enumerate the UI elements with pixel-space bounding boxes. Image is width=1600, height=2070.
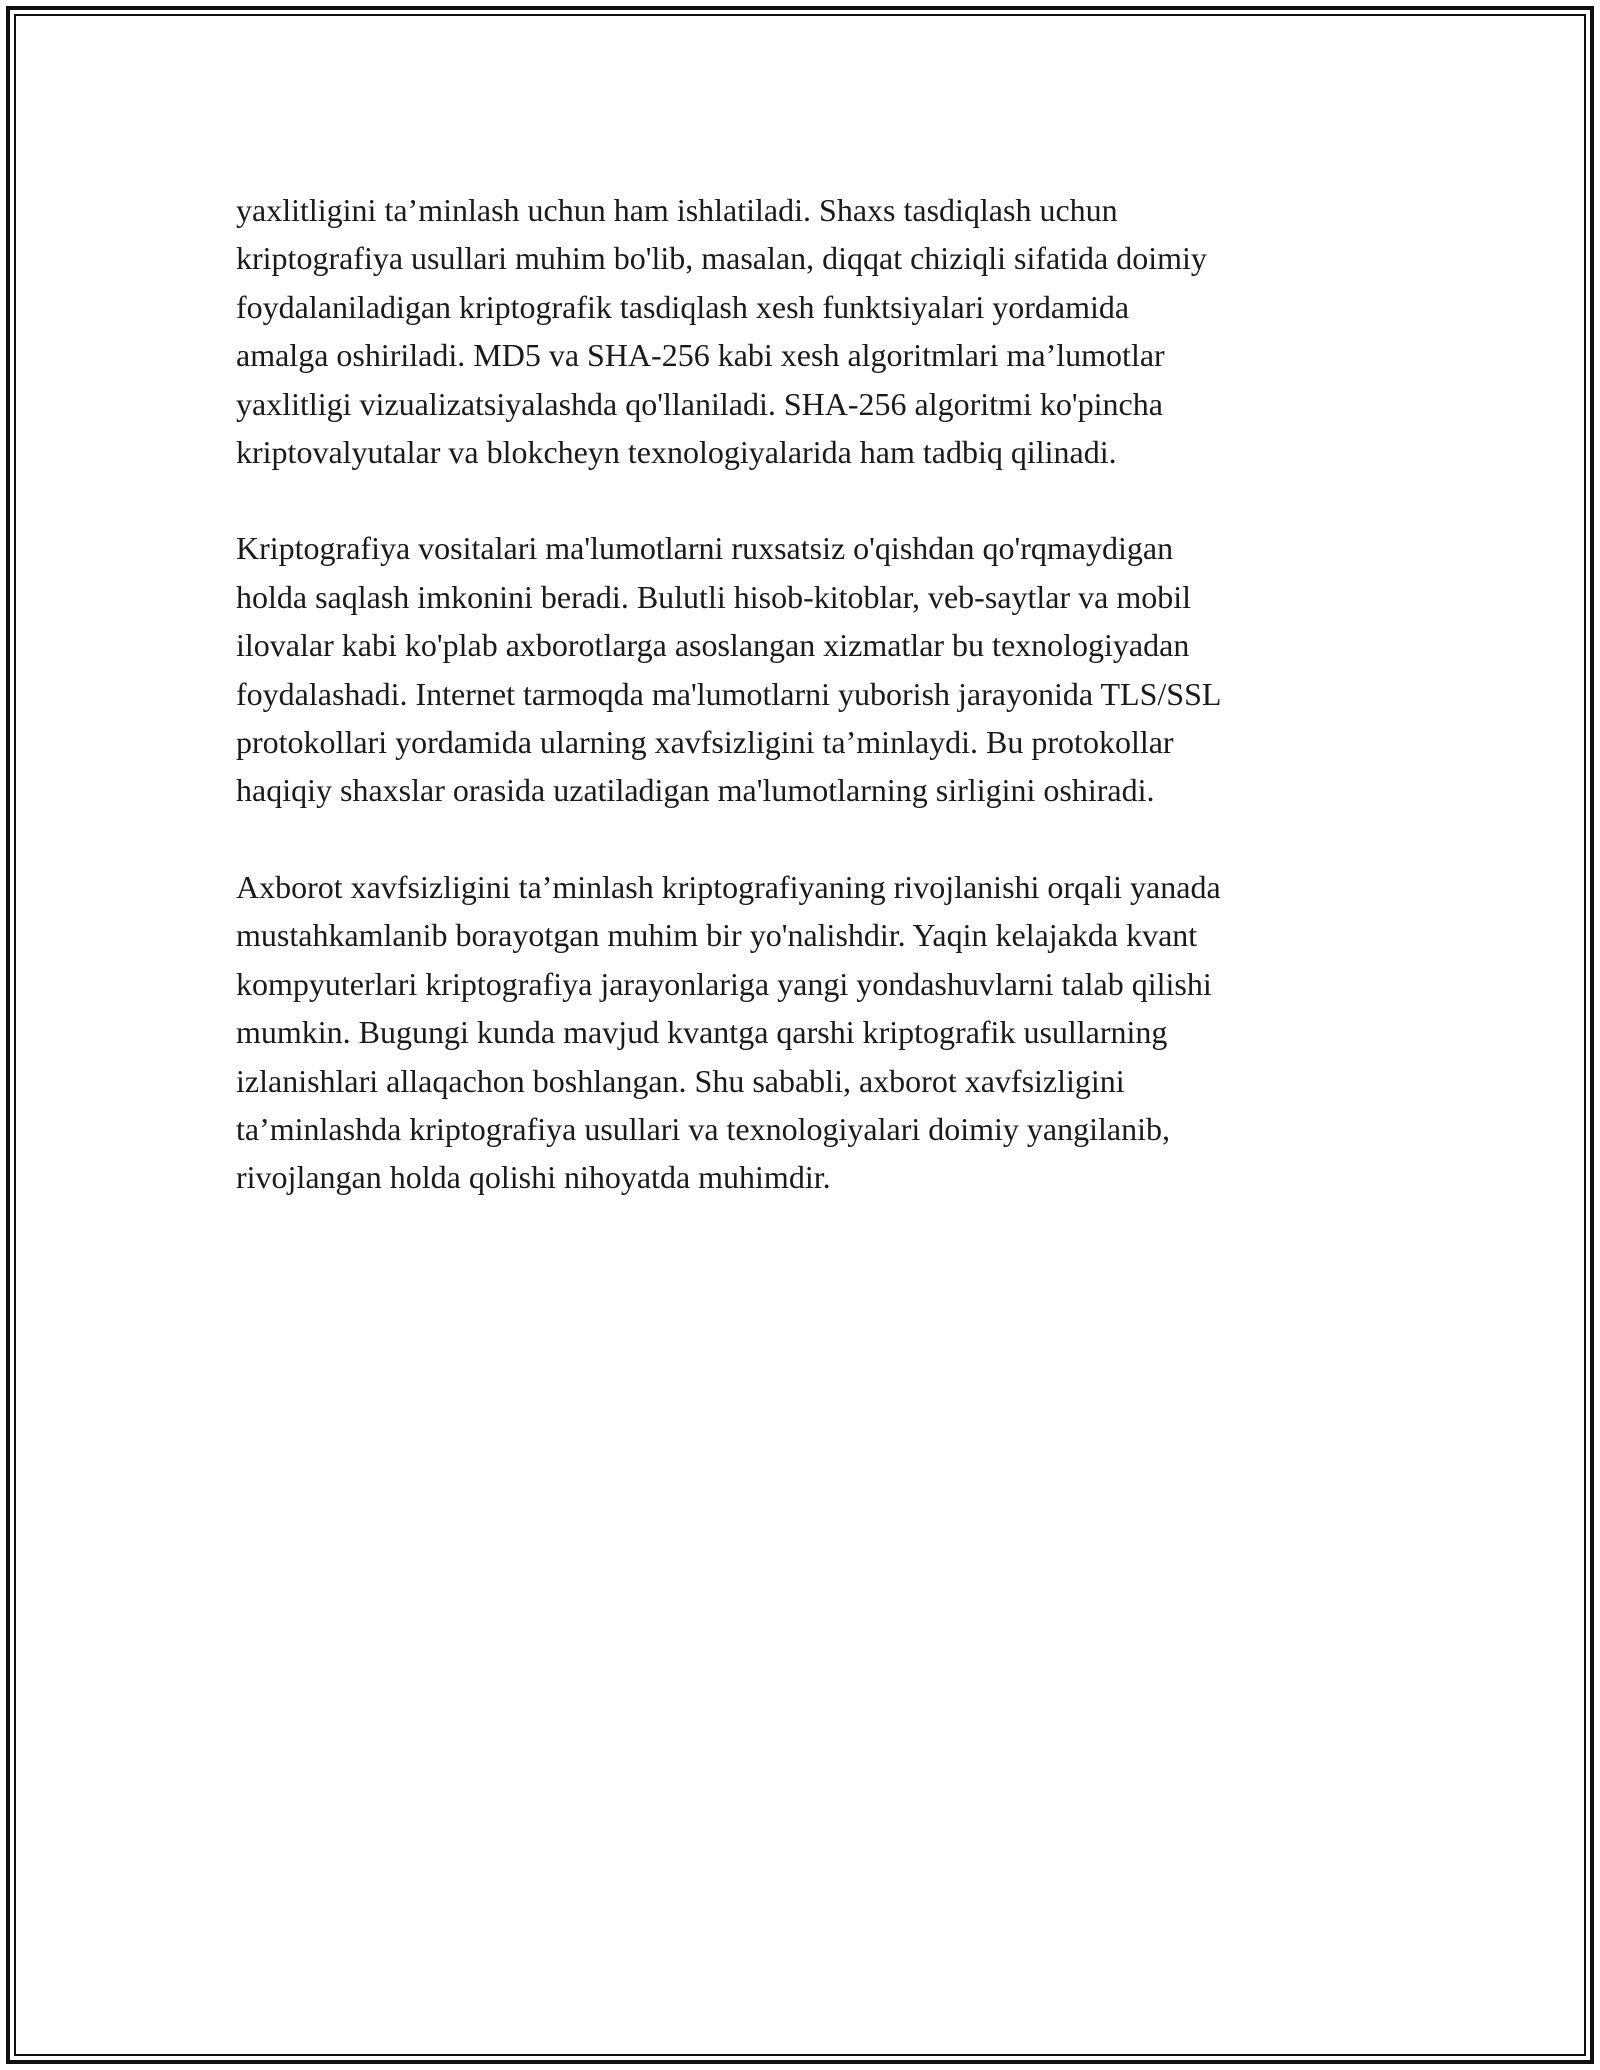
text-line: mumkin. Bugungi kunda mavjud kvantga qarshi kriptografik usullarning — [236, 1014, 1168, 1051]
paragraph-2 — [236, 524, 1376, 814]
text-line: yaxlitligi vizualizatsiyalashda qo'llaniladi. SHA-256 algoritmi ko'pincha — [236, 385, 1163, 422]
text-line: yaxlitligini ta’minlash uchun ham ishlatiladi. Shaxs tasdiqlash uchun — [236, 192, 1118, 228]
paragraph-3 — [236, 863, 1376, 1202]
text-line: mustahkamlanib borayotgan muhim bir yo'nalishdir. Yaqin kelajakda kvant — [236, 917, 1198, 954]
text-line: haqiqiy shaxslar orasida uzatiladigan ma'lumotlarning sirligini oshiradi. — [236, 772, 1155, 809]
text-line: kriptografiya usullari muhim bo'lib, masalan, diqqat chiziqli sifatida doimiy — [236, 240, 1207, 277]
text-line: amalga oshiriladi. MD5 va SHA-256 kabi xesh algoritmlari ma’lumotlar — [236, 337, 1165, 374]
text-line: Kriptografiya vositalari ma'lumotlarni ruxsatsiz o'qishdan qo'rqmaydigan — [236, 530, 1174, 567]
text-line: rivojlangan holda qolishi nihoyatda muhimdir. — [236, 1159, 831, 1196]
text-line: Axborot xavfsizligini ta’minlash kriptografiyaning rivojlanishi orqali yanada — [236, 868, 1221, 905]
text-line: ta’minlashda kriptografiya usullari va texnologiyalari doimiy yangilanib, — [236, 1110, 1170, 1147]
text-line: kompyuterlari kriptografiya jarayonlariga yangi yondashuvlarni talab qilishi — [236, 965, 1212, 1002]
text-line: holda saqlash imkonini beradi. Bulutli hisob-kitoblar, veb-saytlar va mobil — [236, 578, 1191, 615]
text-line: foydalaniladigan kriptografik tasdiqlash xesh funktsiyalari yordamida — [236, 288, 1130, 325]
paragraph-1 — [236, 186, 1376, 476]
text-line: izlanishlari allaqachon boshlangan. Shu sababli, axborot xavfsizligini — [236, 1062, 1125, 1099]
document-body — [236, 186, 1376, 1250]
text-line: kriptovalyutalar va blokcheyn texnologiyalarida ham tadbiq qilinadi. — [236, 434, 1117, 471]
text-line: protokollari yordamida ularning xavfsizligini ta’minlaydi. Bu protokollar — [236, 724, 1174, 761]
text-line: ilovalar kabi ko'plab axborotlarga asoslangan xizmatlar bu texnologiyadan — [236, 627, 1190, 664]
text-line: foydalashadi. Internet tarmoqda ma'lumotlarni yuborish jarayonida TLS/SSL — [236, 675, 1222, 712]
